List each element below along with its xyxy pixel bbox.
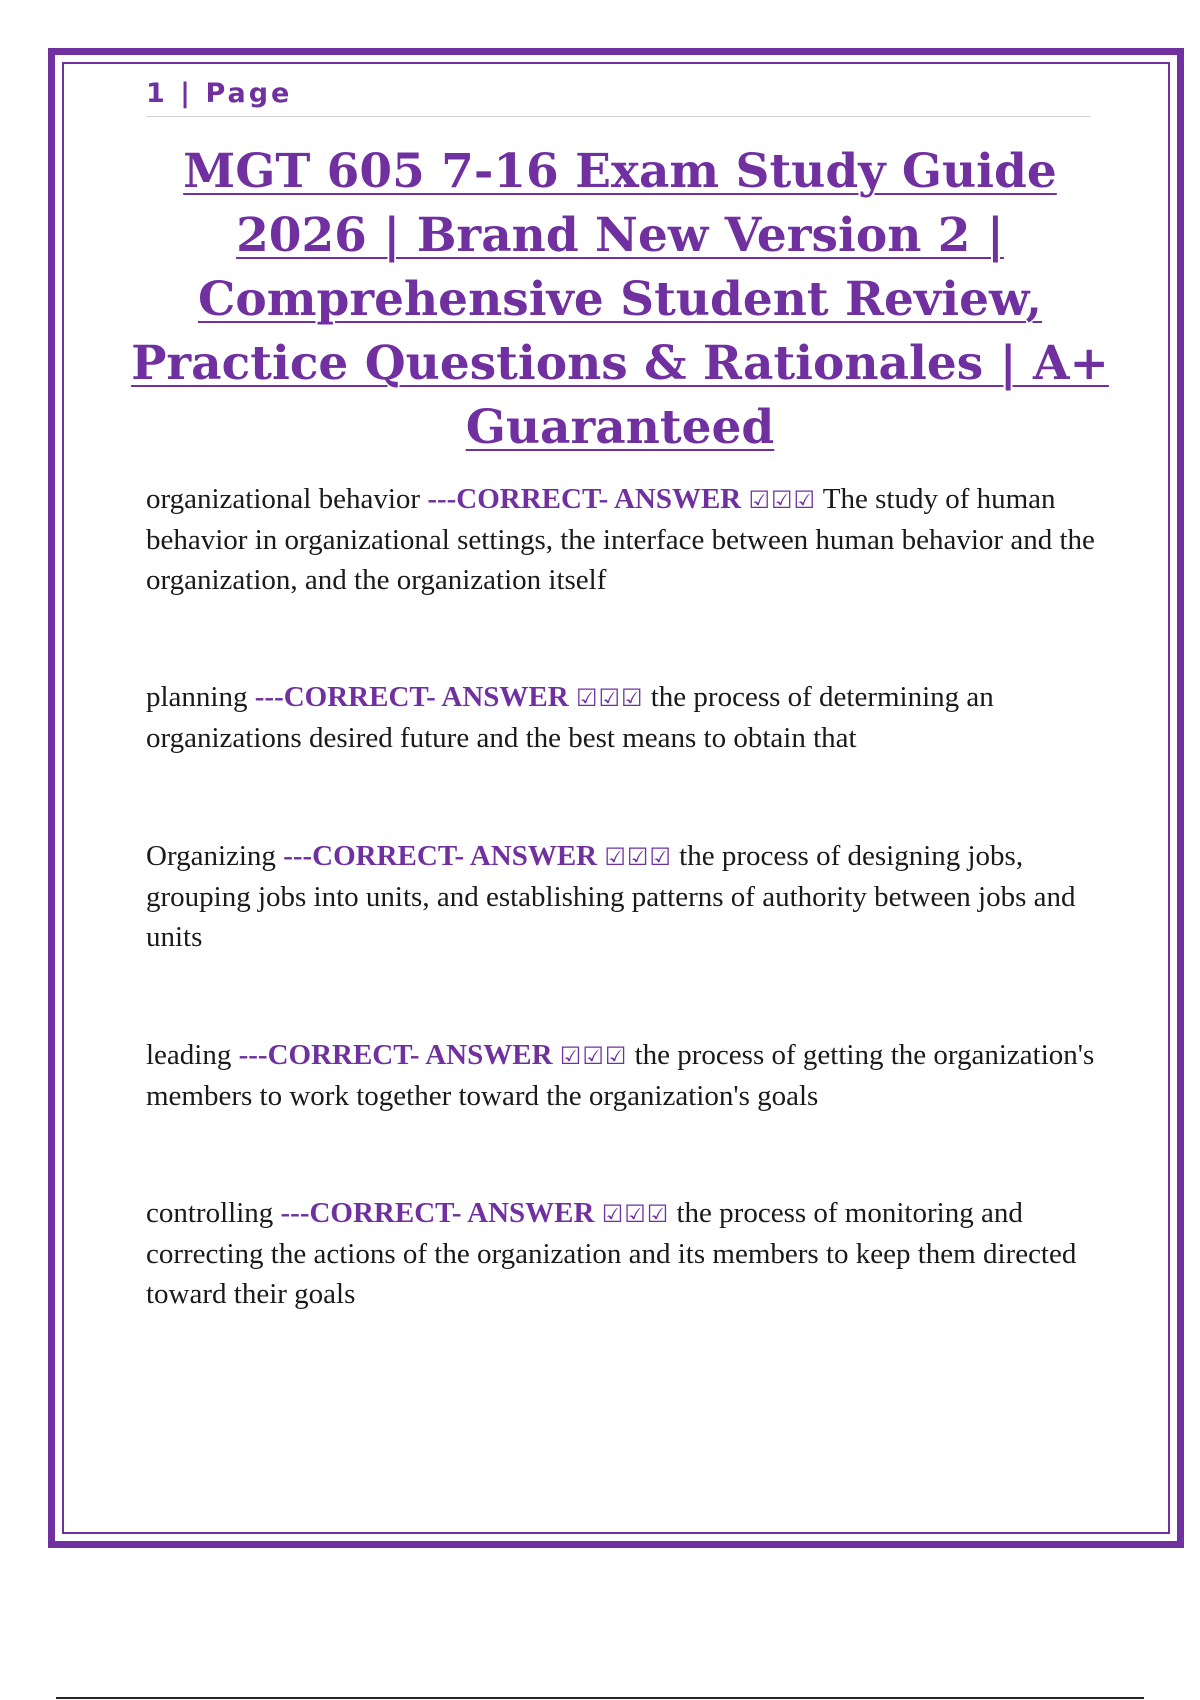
page-number: 1 | Page <box>146 78 293 109</box>
qa-item <box>146 836 1096 957</box>
qa-definition: the process of getting the organization's members to work together toward the organization's goals <box>146 1039 1095 1112</box>
qa-definition: The study of human behavior in organizational settings, the interface between human behavior and the organization, and the organization itself <box>146 483 1095 596</box>
checkmark-icon: ☑☑☑ <box>601 1200 670 1228</box>
qa-term: controlling <box>146 1197 274 1229</box>
correct-answer-marker: ---CORRECT- ANSWER <box>427 483 742 515</box>
checkmark-icon: ☑☑☑ <box>748 486 817 514</box>
qa-item <box>146 1035 1096 1116</box>
qa-item <box>146 677 1096 758</box>
correct-answer-marker: ---CORRECT- ANSWER <box>280 1197 595 1229</box>
footer-divider <box>56 1697 1144 1699</box>
qa-item <box>146 1193 1096 1314</box>
qa-term: Organizing <box>146 840 276 872</box>
correct-answer-marker: ---CORRECT- ANSWER <box>238 1039 553 1071</box>
correct-answer-marker: ---CORRECT- ANSWER <box>283 840 598 872</box>
checkmark-icon: ☑☑☑ <box>604 843 672 871</box>
qa-definition: the process of monitoring and correcting the actions of the organization and its members to keep them directed toward their goals <box>146 1197 1077 1310</box>
qa-term: organizational behavior <box>146 483 421 515</box>
qa-term: leading <box>146 1039 232 1071</box>
page-header <box>146 76 1090 117</box>
qa-item <box>146 479 1096 600</box>
checkmark-icon: ☑☑☑ <box>575 684 644 712</box>
qa-definition: the process of designing jobs, grouping jobs into units, and establishing patterns of authority between jobs and units <box>146 840 1076 953</box>
checkmark-icon: ☑☑☑ <box>559 1042 628 1070</box>
qa-term: planning <box>146 681 248 713</box>
qa-definition: the process of determining an organizations desired future and the best means to obtain that <box>146 681 994 754</box>
correct-answer-marker: ---CORRECT- ANSWER <box>254 681 569 713</box>
document-title: MGT 605 7-16 Exam Study Guide 2026 | Brand New Version 2 | Comprehensive Student Review, Practice Questions & Rationales | A+ Guaranteed <box>131 144 1109 455</box>
